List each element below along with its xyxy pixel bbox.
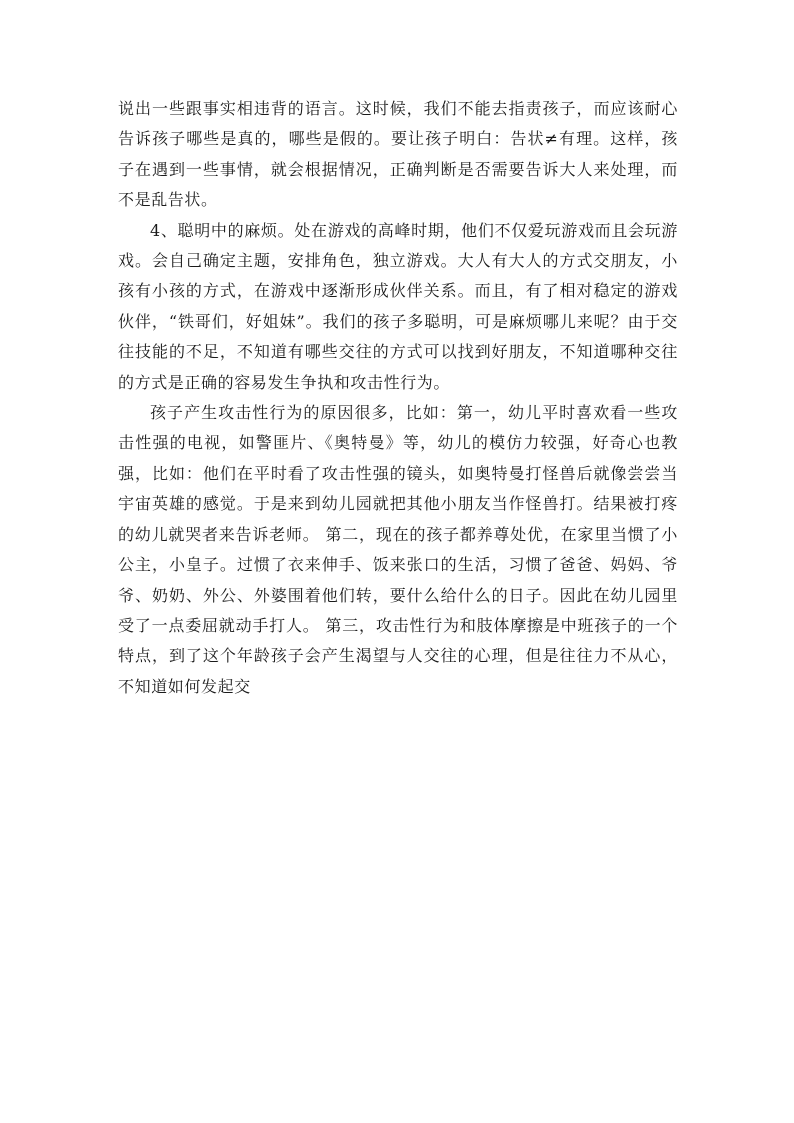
- body-text: [118, 94, 678, 702]
- paragraph-aggression-causes: 孩子产生攻击性行为的原因很多，比如：第一，幼儿平时喜欢看一些攻击性强的电视，如警匪片、《奥特曼》等，幼儿的模仿力较强，好奇心也教强，比如：他们在平时看了攻击性强的镜头，如奥特曼打怪兽后就像尝尝当宇宙英雄的感觉。于是来到幼儿园就把其他小朋友当作怪兽打。结果被打疼的幼儿就哭者来告诉老师。 第二，现在的孩子都养尊处优，在家里当惯了小公主，小皇子。过惯了衣来伸手、饭来张口的生活，习惯了爸爸、妈妈、爷爷、奶奶、外公、外婆围着他们转，要什么给什么的日子。因此在幼儿园里受了一点委屈就动手打人。 第三，攻击性行为和肢体摩擦是中班孩子的一个特点，到了这个年龄孩子会产生渴望与人交往的心理，但是往往力不从心，不知道如何发起交: [118, 403, 678, 696]
- paragraph-section-4: 4、聪明中的麻烦。处在游戏的高峰时期，他们不仅爱玩游戏而且会玩游戏。会自己确定主题，安排角色，独立游戏。大人有大人的方式交朋友，小孩有小孩的方式，在游戏中逐渐形成伙伴关系。而且，有了相对稳定的游戏伙伴，“铁哥们，好姐妹”。我们的孩子多聪明，可是麻烦哪儿来呢？由于交往技能的不足，不知道有哪些交往的方式可以找到好朋友，不知道哪种交往的方式是正确的容易发生争执和攻击性行为。: [118, 220, 678, 392]
- paragraph-continuation: 说出一些跟事实相违背的语言。这时候，我们不能去指责孩子，而应该耐心告诉孩子哪些是真的，哪些是假的。要让孩子明白：告状≠有理。这样，孩子在遇到一些事情，就会根据情况，正确判断是否需要告诉大人来处理，而不是乱告状。: [118, 99, 678, 210]
